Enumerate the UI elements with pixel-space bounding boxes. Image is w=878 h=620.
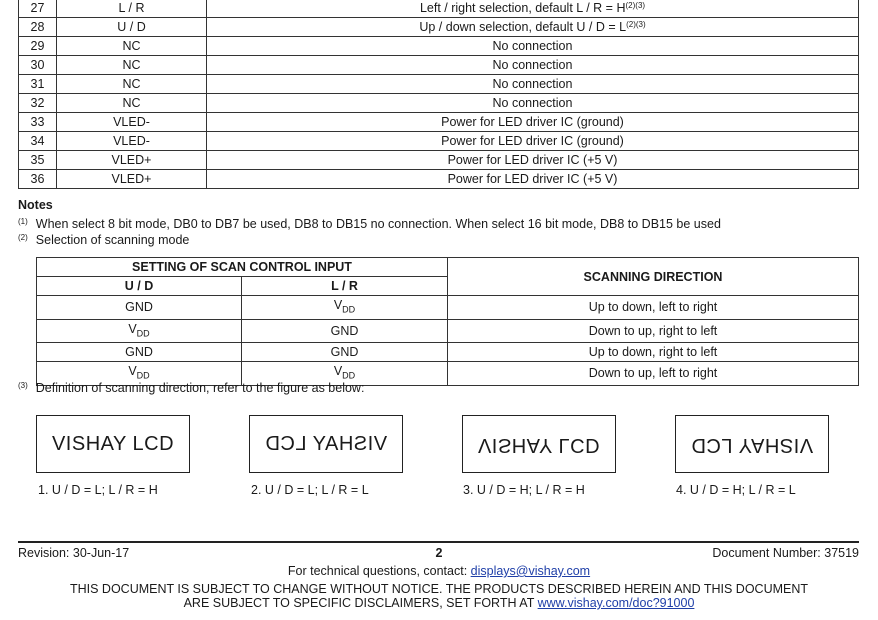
pin-symbol-text: VLED+ [111, 172, 152, 186]
note-1-text: When select 8 bit mode, DB0 to DB7 be used, DB8 to DB15 no connection. When select 16 bit mode, DB8 to DB15 be used [35, 217, 721, 231]
pin-row [19, 75, 859, 94]
pin-symbol-text: NC [122, 96, 141, 110]
vdd-subscript: DD [342, 370, 356, 381]
pin-pin-cell [19, 56, 57, 75]
vdd-subscript: DD [136, 328, 150, 338]
lcd-orientation-box [249, 415, 403, 473]
pin-symbol-cell [57, 132, 207, 151]
pin-desc-text: No connection [492, 77, 573, 91]
pin-symbol-cell [57, 18, 207, 37]
pin-row [19, 37, 859, 56]
scan-group-header: SETTING OF SCAN CONTROL INPUT [37, 258, 448, 277]
pin-row [19, 170, 859, 189]
pin-symbol-cell [57, 0, 207, 18]
footer-page-number: 2 [435, 546, 443, 560]
scan-lr-cell [242, 296, 448, 320]
pin-pin-text: 30 [30, 58, 45, 72]
pin-desc-cell [207, 94, 859, 113]
pin-pin-text: 34 [30, 134, 45, 148]
scan-ud-text: GND [125, 345, 153, 359]
pin-desc-cell [207, 113, 859, 132]
vdd-subscript: DD [342, 304, 356, 315]
pin-symbol-text: U / D [117, 20, 146, 34]
scan-row [37, 343, 859, 362]
note-2-mark: (2) [18, 233, 28, 242]
lcd-orientation-text: VISHAY LCD [690, 433, 814, 456]
scan-ud-cell [37, 343, 242, 362]
scan-ud-text: GND [125, 300, 153, 315]
scan-ud-cell [37, 296, 242, 320]
pin-symbol-text: NC [122, 77, 141, 91]
footer-document-number: Document Number: 37519 [712, 546, 859, 560]
pin-desc-cell [207, 56, 859, 75]
lcd-orientation-text: VISHAY LCD [264, 432, 388, 455]
note-2-text: Selection of scanning mode [35, 233, 190, 247]
pin-table-body [19, 0, 859, 189]
scan-lr-text: GND [330, 345, 359, 359]
note-3-text: Definition of scanning direction, refer to the figure as below: [35, 381, 365, 395]
lcd-orientation-text: VISHAY LCD [51, 432, 175, 455]
lcd-orientation-caption: 4. U / D = H; L / R = L [676, 483, 796, 497]
scan-direction-text: Down to up, right to left [588, 323, 718, 338]
pin-row [19, 0, 859, 18]
pin-desc-text: No connection [492, 58, 573, 72]
contact-email-link[interactable]: displays@vishay.com [470, 564, 591, 578]
pin-row [19, 113, 859, 132]
pin-desc-text: Power for LED driver IC (ground) [441, 134, 624, 148]
vdd-subscript: DD [136, 370, 150, 381]
pin-desc-cell [207, 75, 859, 94]
pin-symbol-text: NC [122, 58, 141, 72]
pin-symbol-cell [57, 56, 207, 75]
pin-symbol-cell [57, 75, 207, 94]
pin-symbol-cell [57, 94, 207, 113]
pin-pin-cell [19, 37, 57, 56]
pin-desc-cell [207, 132, 859, 151]
scan-table [36, 257, 859, 386]
pin-desc-text: No connection [492, 39, 573, 53]
contact-prefix: For technical questions, contact: [287, 564, 471, 578]
pin-pin-text: 28 [30, 20, 45, 34]
lcd-orientation-caption: 2. U / D = L; L / R = L [251, 483, 369, 497]
note-1 [18, 217, 721, 231]
vdd-symbol: V [128, 321, 137, 336]
pin-desc-text: Power for LED driver IC (+5 V) [447, 172, 618, 186]
lcd-orientation-box [675, 415, 829, 473]
pin-desc-cell [207, 37, 859, 56]
pin-pin-text: 36 [30, 172, 45, 186]
footer-rule [18, 541, 859, 543]
lcd-orientation-caption: 1. U / D = L; L / R = H [38, 483, 158, 497]
pin-desc-cell [207, 18, 859, 37]
pin-pin-text: 32 [30, 96, 45, 110]
lcd-orientation-box [36, 415, 190, 473]
scan-row [37, 296, 859, 320]
lcd-orientation-text: VISHAY LCD [477, 433, 601, 456]
pin-desc-footnote: (2)(3) [625, 1, 646, 10]
pin-row [19, 94, 859, 113]
pin-symbol-cell [57, 151, 207, 170]
pin-pin-text: 29 [30, 39, 45, 53]
pin-pin-cell [19, 94, 57, 113]
pin-symbol-text: VLED+ [111, 153, 152, 167]
pin-desc-text: No connection [492, 96, 573, 110]
vdd-symbol: V [128, 364, 137, 378]
pin-pin-text: 33 [30, 115, 45, 129]
pin-table [18, 0, 859, 189]
scan-lr-header: L / R [242, 277, 448, 296]
pin-pin-cell [19, 170, 57, 189]
pin-desc-text: Up / down selection, default U / D = L [419, 20, 627, 34]
scan-lr-cell [242, 343, 448, 362]
scan-direction-cell [448, 319, 859, 343]
scan-ud-header: U / D [37, 277, 242, 296]
scan-direction-text: Up to down, right to left [588, 345, 718, 359]
pin-row [19, 132, 859, 151]
pin-desc-cell [207, 151, 859, 170]
footer-revision: Revision: 30-Jun-17 [18, 546, 130, 560]
pin-symbol-cell [57, 113, 207, 132]
pin-pin-text: 31 [30, 77, 45, 91]
scan-lr-cell [242, 319, 448, 343]
scan-direction-cell [448, 362, 859, 386]
pin-desc-text: Left / right selection, default L / R = H [419, 1, 626, 15]
pin-symbol-text: VLED- [113, 134, 150, 148]
lcd-orientation-caption: 3. U / D = H; L / R = H [463, 483, 585, 497]
pin-pin-cell [19, 151, 57, 170]
pin-symbol-text: VLED- [113, 115, 150, 129]
scan-header-row [37, 258, 859, 277]
scan-row [37, 319, 859, 343]
note-1-mark: (1) [18, 217, 28, 226]
note-2 [18, 233, 189, 247]
pin-desc-text: Power for LED driver IC (ground) [441, 115, 624, 129]
pin-symbol-text: L / R [118, 1, 145, 15]
pin-desc-cell [207, 0, 859, 18]
pin-pin-cell [19, 75, 57, 94]
vdd-symbol: V [333, 298, 343, 312]
note-3-mark: (3) [18, 381, 28, 390]
disclaimer-link[interactable]: www.vishay.com/doc?91000 [537, 596, 695, 610]
vdd-symbol: V [333, 364, 343, 378]
pin-pin-cell [19, 132, 57, 151]
pin-pin-text: 35 [30, 153, 45, 167]
disclaimer-line-1: THIS DOCUMENT IS SUBJECT TO CHANGE WITHOUT NOTICE. THE PRODUCTS DESCRIBED HEREIN AND THIS DOCUMENT [69, 582, 809, 596]
pin-pin-text: 27 [30, 1, 45, 15]
scan-direction-text: Up to down, left to right [588, 300, 718, 315]
footer-contact [0, 564, 878, 578]
pin-pin-cell [19, 0, 57, 18]
scan-direction-cell [448, 343, 859, 362]
lcd-orientation-box [462, 415, 616, 473]
footer-disclaimer [0, 582, 878, 610]
pin-symbol-text: NC [122, 39, 141, 53]
scan-ud-cell [37, 319, 242, 343]
scan-direction-text: Down to up, left to right [588, 366, 718, 381]
pin-desc-footnote: (2)(3) [626, 20, 646, 29]
pin-pin-cell [19, 113, 57, 132]
scan-direction-cell [448, 296, 859, 320]
scan-table-body [37, 258, 859, 386]
pin-row [19, 18, 859, 37]
pin-symbol-cell [57, 37, 207, 56]
pin-symbol-cell [57, 170, 207, 189]
pin-desc-cell [207, 170, 859, 189]
note-3 [18, 381, 364, 395]
pin-row [19, 151, 859, 170]
notes-title: Notes [18, 198, 53, 212]
pin-desc-text: Power for LED driver IC (+5 V) [447, 153, 618, 167]
scan-direction-header: SCANNING DIRECTION [448, 258, 859, 296]
pin-pin-cell [19, 18, 57, 37]
pin-row [19, 56, 859, 75]
disclaimer-line-2 [0, 596, 878, 610]
disclaimer-prefix: ARE SUBJECT TO SPECIFIC DISCLAIMERS, SET FORTH AT [183, 596, 538, 610]
scan-lr-text: GND [330, 323, 359, 338]
